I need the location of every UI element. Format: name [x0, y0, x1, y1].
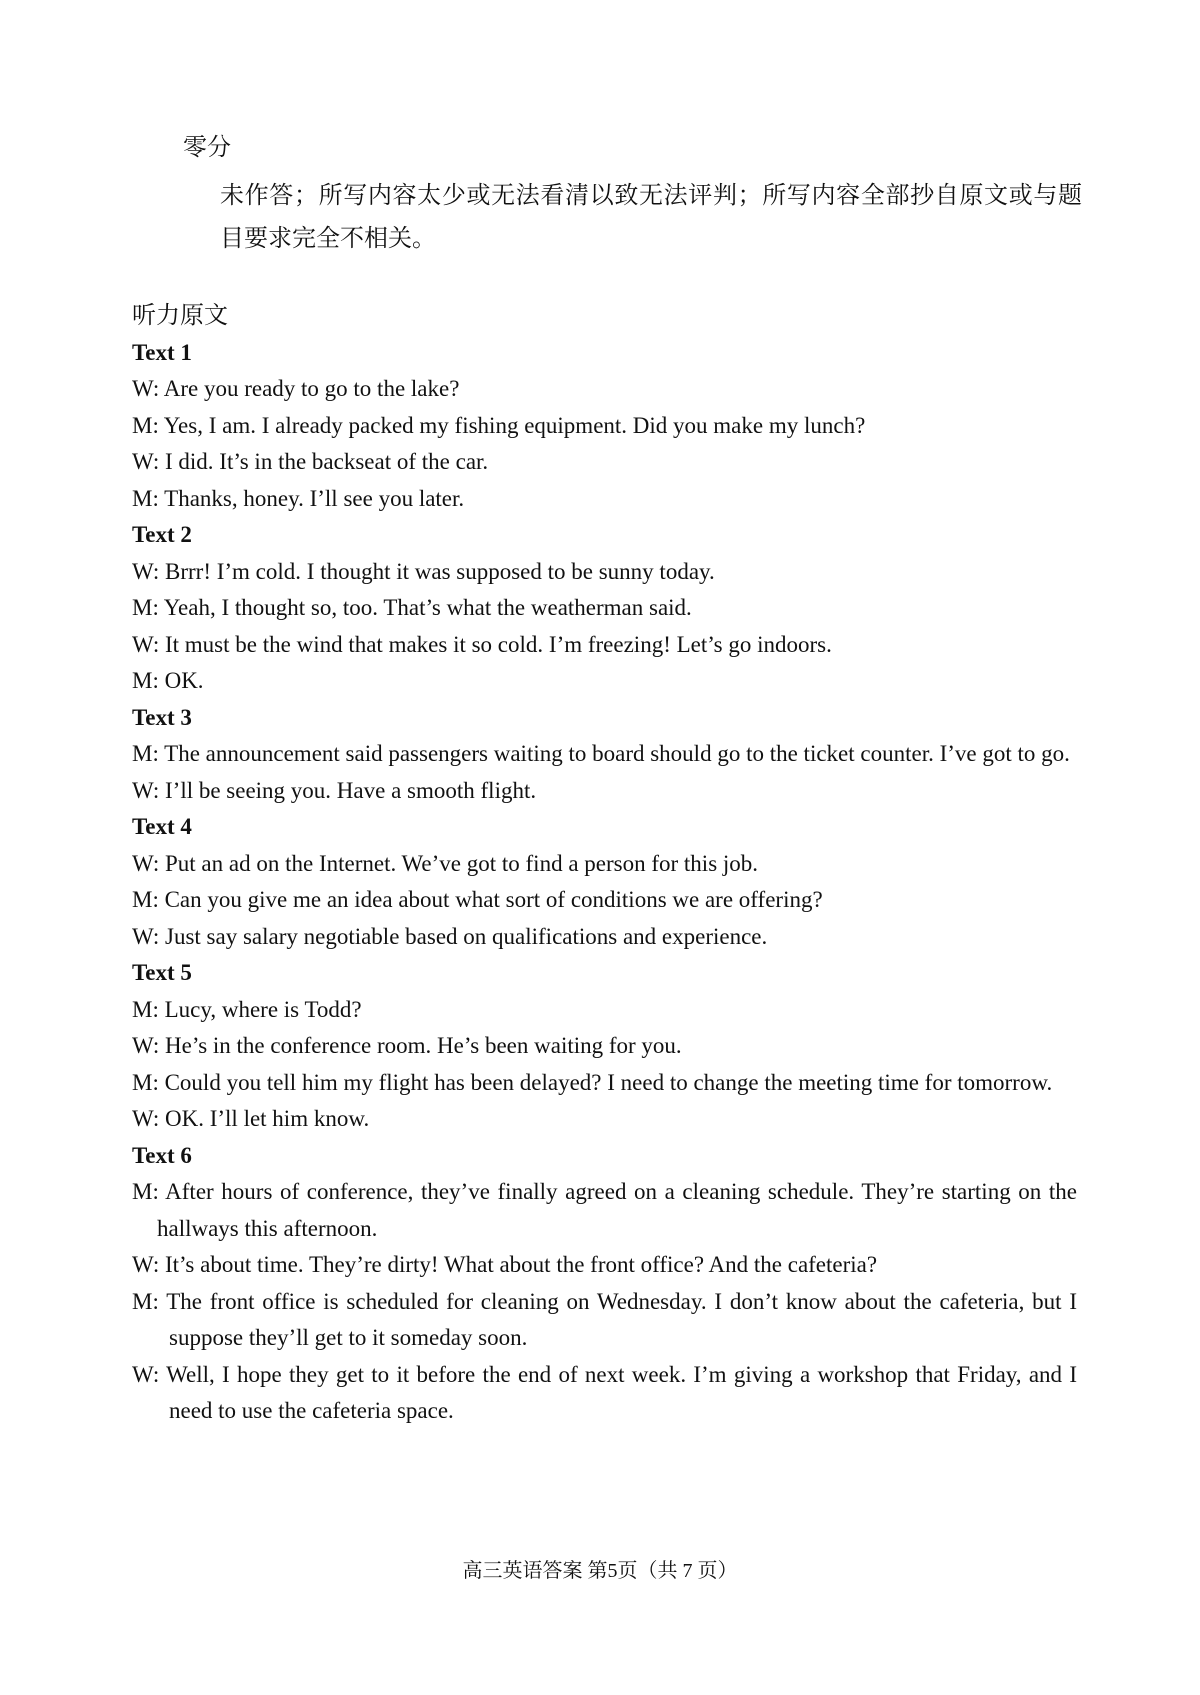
dialogue-line: M: Yeah, I thought so, too. That’s what the weatherman said. — [132, 595, 692, 620]
dialogue-line: M: Thanks, honey. I’ll see you later. — [132, 485, 465, 511]
dialogue-line: M: After hours of conference, they’ve finally agreed on a cleaning schedule. They’re starting on the hallways this afternoon. — [132, 1179, 1077, 1241]
dialogue-line: M: The announcement said passengers waiting to board should go to the ticket counter. I’ve got to go. — [132, 741, 1070, 766]
listening-transcript — [132, 298, 1077, 1430]
text-3-title: Text 3 — [132, 704, 192, 730]
dialogue-line: M: Could you tell him my flight has been delayed? I need to change the meeting time for tomorrow. — [132, 1069, 1053, 1095]
dialogue-line: W: It’s about time. They’re dirty! What about the front office? And the cafeteria? — [132, 1252, 878, 1277]
text-6-title: Text 6 — [132, 1142, 192, 1168]
dialogue-line: M: Lucy, where is Todd? — [132, 996, 362, 1022]
dialogue-line: W: I’ll be seeing you. Have a smooth flight. — [132, 777, 537, 803]
text-1-title: Text 1 — [132, 339, 192, 365]
dialogue-line: M: Can you give me an idea about what sort of conditions we are offering? — [132, 887, 823, 912]
dialogue-line: W: Well, I hope they get to it before the end of next week. I’m giving a workshop that Friday, and I need to use the cafeteria space. — [132, 1361, 1077, 1423]
dialogue-line: W: OK. I’ll let him know. — [132, 1106, 370, 1131]
score-level-heading: 零分 — [183, 135, 231, 161]
dialogue-line: W: Brrr! I’m cold. I thought it was supposed to be sunny today. — [132, 558, 715, 584]
dialogue-line: W: Put an ad on the Internet. We’ve got to find a person for this job. — [132, 850, 759, 876]
score-level-description: 未作答；所写内容太少或无法看清以致无法评判；所写内容全部抄自原文或与题目要求完全不相关。 — [220, 183, 1082, 252]
text-5-title: Text 5 — [132, 960, 192, 985]
dialogue-line: W: He’s in the conference room. He’s been waiting for you. — [132, 1033, 682, 1058]
dialogue-line: M: Yes, I am. I already packed my fishing equipment. Did you make my lunch? — [132, 412, 866, 438]
dialogue-line: W: It must be the wind that makes it so cold. I’m freezing! Let’s go indoors. — [132, 631, 832, 657]
transcript-title: 听力原文 — [132, 303, 228, 329]
dialogue-line: W: I did. It’s in the backseat of the car. — [132, 449, 489, 474]
dialogue-line: W: Are you ready to go to the lake? — [132, 376, 460, 401]
page-footer: 高三英语答案 第5页（共 7 页） — [462, 1560, 738, 1582]
text-2-title: Text 2 — [132, 522, 192, 547]
dialogue-line: M: OK. — [132, 668, 204, 693]
dialogue-line: M: The front office is scheduled for cleaning on Wednesday. I don’t know about the cafeteria, but I suppose they’ll get to it someday soon. — [132, 1288, 1077, 1350]
text-4-title: Text 4 — [132, 814, 192, 839]
dialogue-line: W: Just say salary negotiable based on qualifications and experience. — [132, 923, 768, 949]
